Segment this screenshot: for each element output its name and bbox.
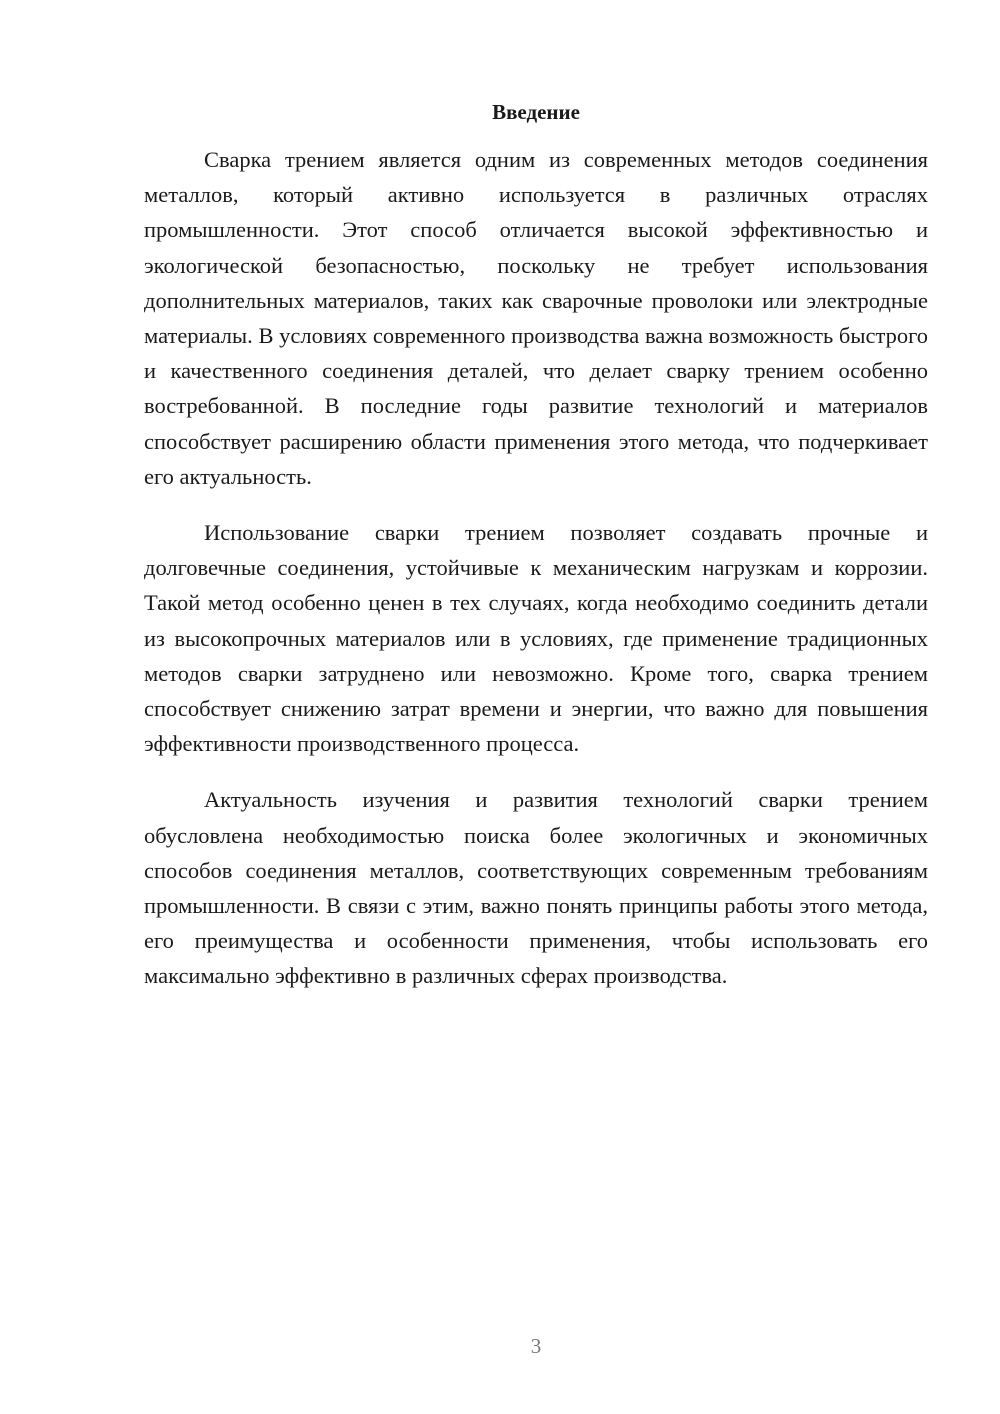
body-text <box>144 142 928 1015</box>
section-title: Введение <box>492 100 580 124</box>
paragraph-3: Актуальность изучения и развития технологий сварки трением обусловлена необходимостью поиска более экологичных и экономичных способов соединения металлов, соответствующих современным требованиям промышленности. В связи с этим, важно понять принципы работы этого метода, его преимущества и особенности применения, чтобы использовать его максимально эффективно в различных сферах производства. <box>144 787 928 989</box>
page-number: 3 <box>530 1334 542 1358</box>
paragraph-2: Использование сварки трением позволяет создавать прочные и долговечные соединения, устойчивые к механическим нагрузкам и коррозии. Такой метод особенно ценен в тех случаях, когда необходимо соединить детали из высокопрочных материалов или в условиях, где применение традиционных методов сварки затруднено или невозможно. Кроме того, сварка трением способствует снижению затрат времени и энергии, что важно для повышения эффективности производственного процесса. <box>144 520 928 757</box>
paragraph-1: Сварка трением является одним из современных методов соединения металлов, который активно используется в различных отраслях промышленности. Этот способ отличается высокой эффективностью и экологической безопасностью, поскольку не требует использования дополнительных материалов, таких как сварочные проволоки или электродные материалы. В условиях современного производства важна возможность быстрого и качественного соединения деталей, что делает сварку трением особенно востребованной. В последние годы развитие технологий и материалов способствует расширению области применения этого метода, что подчеркивает его актуальность. <box>144 147 928 489</box>
